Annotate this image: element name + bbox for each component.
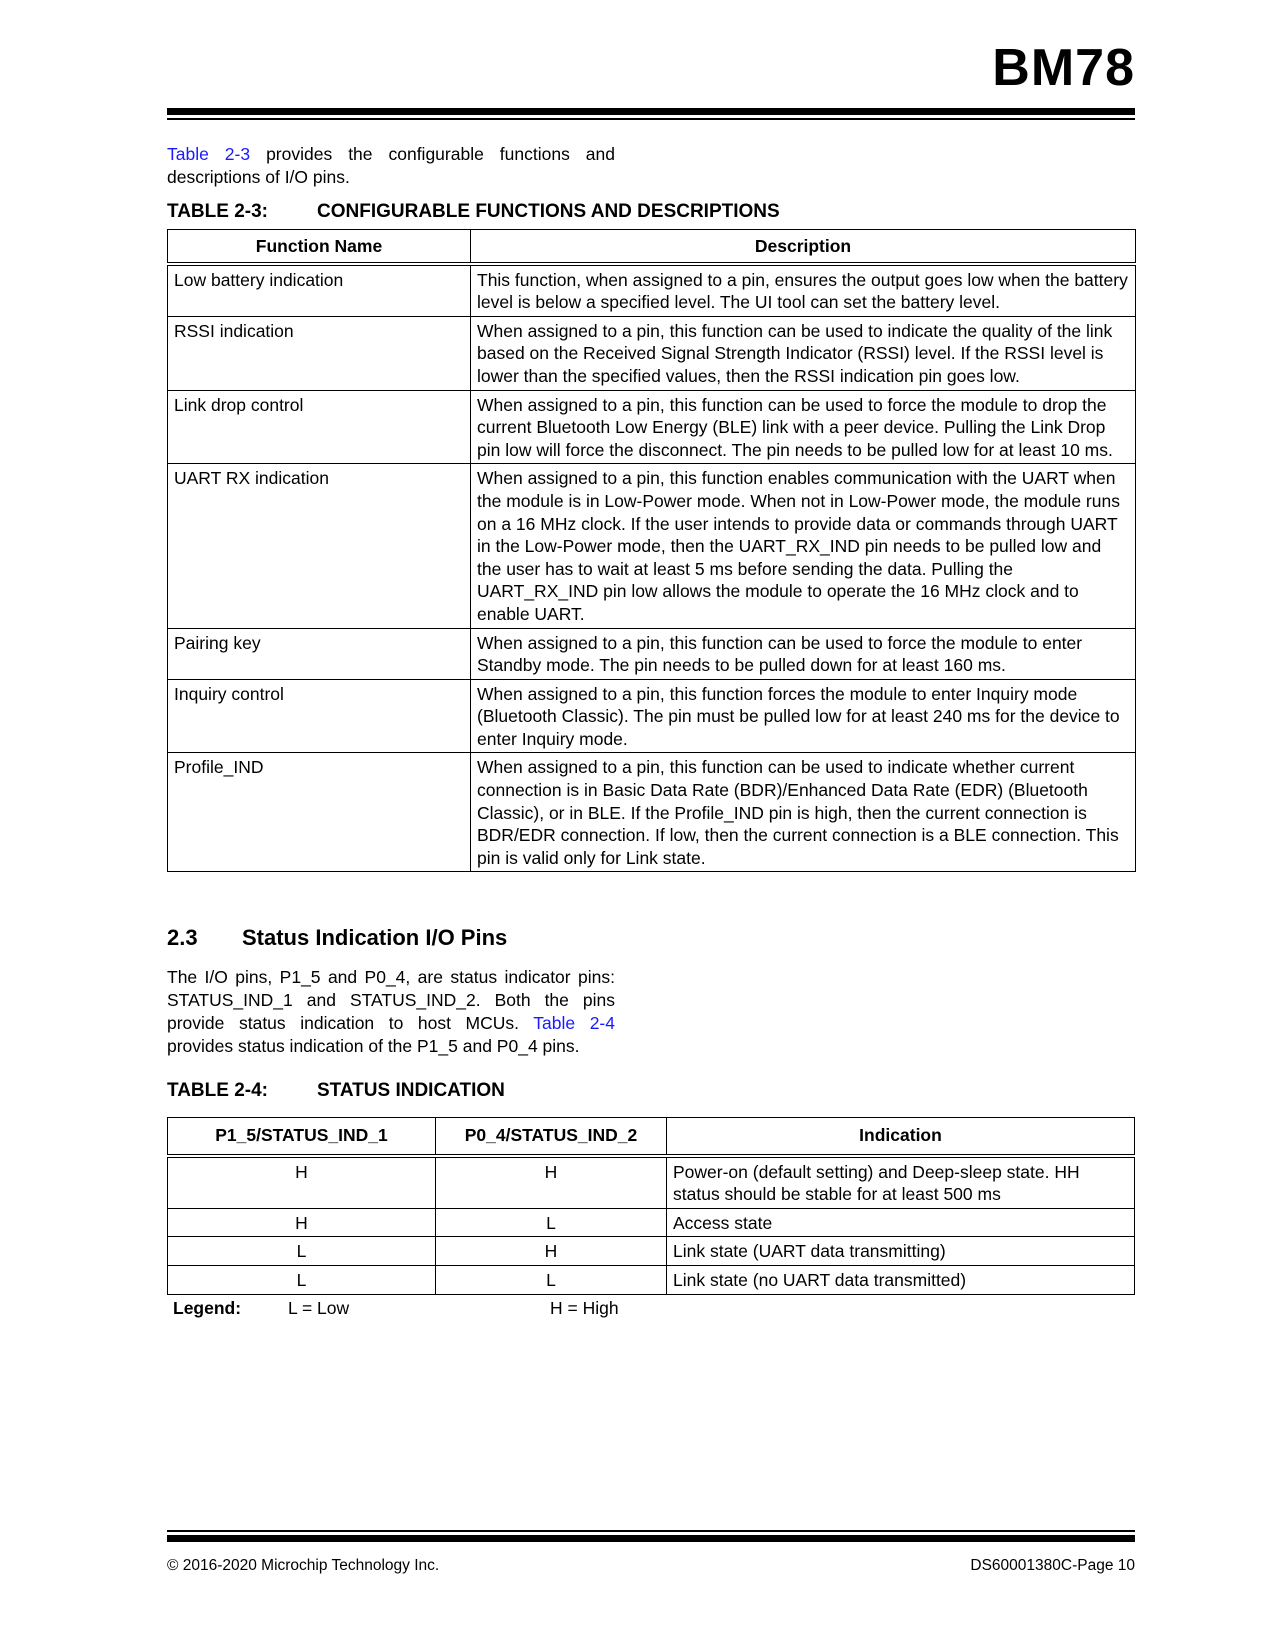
- footer-copyright: © 2016-2020 Microchip Technology Inc.: [167, 1557, 440, 1574]
- caption-number: TABLE 2-4:: [167, 1080, 268, 1101]
- table-2-4-caption: [167, 1080, 505, 1102]
- table-row: [168, 628, 1136, 679]
- intro-paragraph: [167, 143, 615, 189]
- table-2-4-link[interactable]: Table 2-4: [533, 1013, 615, 1033]
- p0-4-cell: L: [436, 1208, 667, 1237]
- caption-title: STATUS INDICATION: [317, 1080, 505, 1101]
- header-rule-thin: [167, 118, 1135, 120]
- section-text-end: provides status indication of the P1_5 and P0_4 pins.: [167, 1036, 580, 1056]
- section-number: 2.3: [167, 925, 198, 950]
- p1-5-cell: H: [168, 1208, 436, 1237]
- column-header-indication: Indication: [667, 1118, 1135, 1156]
- caption-title: CONFIGURABLE FUNCTIONS AND DESCRIPTIONS: [317, 201, 780, 222]
- section-text: The I/O pins, P1_5 and P0_4, are status indicator pins: STATUS_IND_1 and STATUS_IND_2. Both the pins provide status indication to host MCUs.: [167, 967, 615, 1033]
- p1-5-cell: H: [168, 1156, 436, 1209]
- footer-page-number: DS60001380C-Page 10: [970, 1557, 1135, 1574]
- caption-number: TABLE 2-3:: [167, 201, 268, 222]
- header-rule: [167, 108, 1135, 115]
- function-name-cell: Pairing key: [168, 628, 471, 679]
- p1-5-cell: L: [168, 1237, 436, 1266]
- table-row: [168, 753, 1136, 872]
- p0-4-cell: H: [436, 1156, 667, 1209]
- table-legend: [173, 1298, 619, 1319]
- column-header-p1-5: P1_5/STATUS_IND_1: [168, 1118, 436, 1156]
- configurable-functions-table: [167, 229, 1136, 872]
- description-cell: When assigned to a pin, this function can be used to indicate the quality of the link based on the Received Signal Strength Indicator (RSSI) level. If the RSSI level is lower than the specified values, then the RSSI indication pin goes low.: [471, 316, 1136, 390]
- indication-cell: Link state (no UART data transmitted): [667, 1265, 1135, 1294]
- description-cell: When assigned to a pin, this function can be used to force the module to enter Standby mode. The pin needs to be pulled down for at least 160 ms.: [471, 628, 1136, 679]
- p0-4-cell: L: [436, 1265, 667, 1294]
- section-paragraph: [167, 966, 615, 1058]
- table-2-3-caption: [167, 201, 780, 223]
- footer-rule: [167, 1535, 1135, 1542]
- function-name-cell: Low battery indication: [168, 264, 471, 317]
- column-header-p0-4: P0_4/STATUS_IND_2: [436, 1118, 667, 1156]
- legend-high: H = High: [550, 1298, 619, 1318]
- table-row: [168, 679, 1136, 753]
- description-cell: When assigned to a pin, this function can be used to force the module to drop the current Bluetooth Low Energy (BLE) link with a peer device. Pulling the Link Drop pin low will force the disconnect. The pin needs to be pulled low for at least 10 ms.: [471, 390, 1136, 464]
- table-row: [168, 464, 1136, 628]
- p0-4-cell: H: [436, 1237, 667, 1266]
- function-name-cell: Link drop control: [168, 390, 471, 464]
- table-2-3-link[interactable]: Table 2-3: [167, 144, 251, 164]
- function-name-cell: Profile_IND: [168, 753, 471, 872]
- table-header-row: [168, 230, 1136, 264]
- indication-cell: Power-on (default setting) and Deep-sleep state. HH status should be stable for at least 500 ms: [667, 1156, 1135, 1209]
- table-row: [168, 1237, 1135, 1266]
- indication-cell: Access state: [667, 1208, 1135, 1237]
- table-row: [168, 1156, 1135, 1209]
- column-header-function-name: Function Name: [168, 230, 471, 264]
- section-title: Status Indication I/O Pins: [242, 925, 508, 950]
- column-header-description: Description: [471, 230, 1136, 264]
- p1-5-cell: L: [168, 1265, 436, 1294]
- intro-text: provides the configurable functions and descriptions of I/O pins.: [167, 144, 615, 187]
- description-cell: When assigned to a pin, this function enables communication with the UART when the module is in Low-Power mode. When not in Low-Power mode, the module runs on a 16 MHz clock. If the user intends to provide data or commands through UART in the Low-Power mode, then the UART_RX_IND pin needs to be pulled low and the user has to wait at least 5 ms before sending the data. Pulling the UART_RX_IND pin low allows the module to operate the 16 MHz clock and to enable UART.: [471, 464, 1136, 628]
- document-title: BM78: [992, 39, 1135, 97]
- legend-label: Legend:: [173, 1298, 242, 1318]
- table-row: [168, 390, 1136, 464]
- table-row: [168, 1208, 1135, 1237]
- table-row: [168, 264, 1136, 317]
- indication-cell: Link state (UART data transmitting): [667, 1237, 1135, 1266]
- function-name-cell: Inquiry control: [168, 679, 471, 753]
- description-cell: When assigned to a pin, this function forces the module to enter Inquiry mode (Bluetooth Classic). The pin must be pulled low for at least 240 ms for the device to enter Inquiry mode.: [471, 679, 1136, 753]
- table-row: [168, 1265, 1135, 1294]
- description-cell: When assigned to a pin, this function can be used to indicate whether current connection is in Basic Data Rate (BDR)/Enhanced Data Rate (EDR) (Bluetooth Classic), or in BLE. If the Profile_IND pin is high, then the current connection is BDR/EDR connection. If low, then the current connection is a BLE connection. This pin is valid only for Link state.: [471, 753, 1136, 872]
- function-name-cell: RSSI indication: [168, 316, 471, 390]
- function-name-cell: UART RX indication: [168, 464, 471, 628]
- description-cell: This function, when assigned to a pin, ensures the output goes low when the battery level is below a specified level. The UI tool can set the battery level.: [471, 264, 1136, 317]
- table-header-row: [168, 1118, 1135, 1156]
- status-indication-table: [167, 1117, 1135, 1295]
- section-heading: [167, 925, 507, 951]
- legend-low: L = Low: [288, 1298, 350, 1318]
- table-row: [168, 316, 1136, 390]
- footer-rule-thin: [167, 1530, 1135, 1532]
